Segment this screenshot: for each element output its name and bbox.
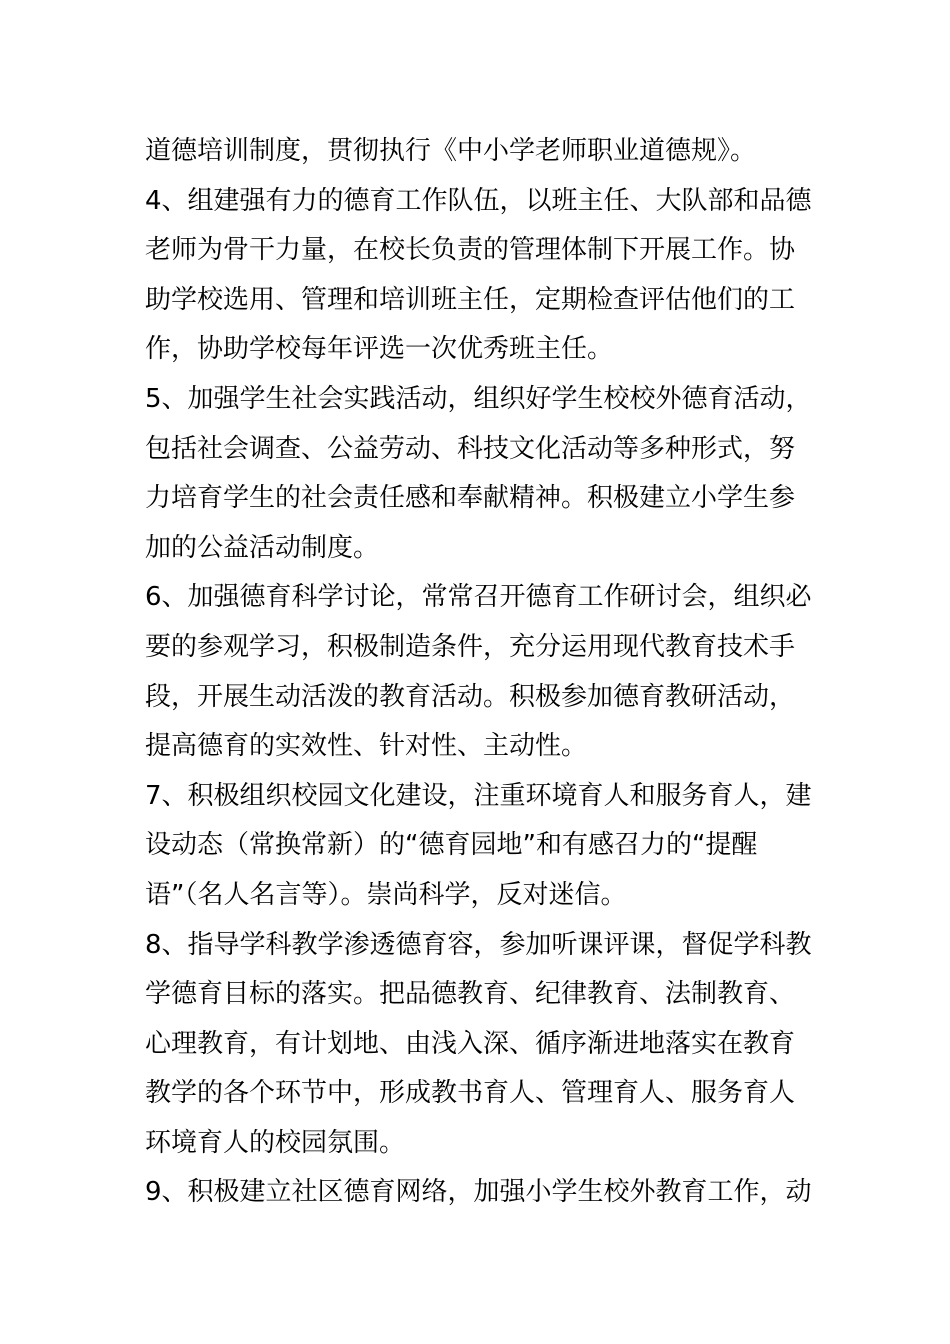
text-line: 作，协助学校每年评选一次优秀班主任。 [145, 334, 614, 365]
text-line: 提高德育的实效性、针对性、主动性。 [145, 731, 588, 762]
text-line: 环境育人的校园氛围。 [145, 1127, 406, 1158]
text-line: 语”（名人名言等）。崇尚科学，反对迷信。 [145, 879, 627, 910]
text-line: 6、加强德育科学讨论，常常召开德育工作研讨会，组织必 [145, 582, 812, 613]
text-line: 加的公益活动制度。 [145, 532, 380, 563]
text-line: 7、积极组织校园文化建设，注重环境育人和服务育人，建 [145, 780, 812, 811]
body-text [145, 127, 815, 1218]
text-line: 段，开展生动活泼的教育活动。积极参加德育教研活动， [145, 681, 796, 712]
text-line: 9、积极建立社区德育网络，加强小学生校外教育工作，动 [145, 1177, 812, 1208]
text-line: 学德育目标的落实。把品德教育、纪律教育、法制教育、 [145, 979, 796, 1010]
text-line: 包括社会调查、公益劳动、科技文化活动等多种形式，努 [145, 433, 796, 464]
text-line: 5、加强学生社会实践活动，组织好学生校校外德育活动， [145, 383, 812, 414]
text-line: 设动态（常换常新）的“德育园地”和有感召力的“提醒 [145, 830, 758, 861]
text-line: 4、组建强有力的德育工作队伍，以班主任、大队部和品德 [145, 185, 812, 216]
text-line: 助学校选用、管理和培训班主任，定期检查评估他们的工 [145, 284, 796, 315]
text-line: 道德培训制度，贯彻执行《中小学老师职业道德规》。 [145, 136, 757, 166]
text-line: 8、指导学科教学渗透德育容，参加听课评课，督促学科教 [145, 929, 812, 960]
text-line: 教学的各个环节中，形成教书育人、管理育人、服务育人 [145, 1078, 796, 1109]
text-line: 老师为骨干力量，在校长负责的管理体制下开展工作。协 [145, 235, 796, 266]
text-line: 力培育学生的社会责任感和奉献精神。积极建立小学生参 [145, 483, 796, 514]
text-line: 要的参观学习，积极制造条件，充分运用现代教育技术手 [145, 631, 796, 662]
text-line: 心理教育，有计划地、由浅入深、循序渐进地落实在教育 [145, 1028, 796, 1059]
